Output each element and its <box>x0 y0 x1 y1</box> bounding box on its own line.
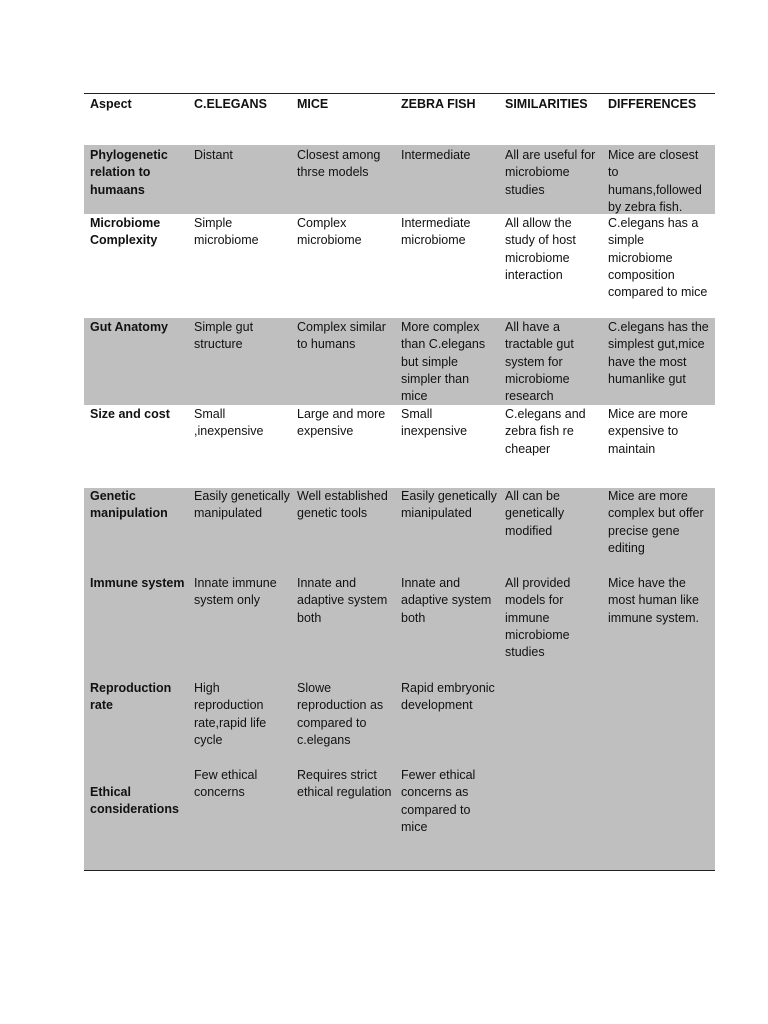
row-similarities: All can be genetically modified <box>505 489 565 538</box>
table-header-row <box>84 94 715 145</box>
row-similarities: All are useful for microbiome studies <box>505 148 596 197</box>
row-aspect: Immune system <box>90 576 185 590</box>
row-differences: C.elegans has a simple microbiome composition compared to mice <box>608 216 708 300</box>
row-differences: Mice are more complex but offer precise gene editing <box>608 489 704 555</box>
table-row <box>84 145 715 214</box>
row-differences: Mice are more expensive to maintain <box>608 407 688 456</box>
row-differences: Mice have the most human like immune system. <box>608 576 700 625</box>
row-similarities: All allow the study of host microbiome interaction <box>505 216 576 282</box>
header-zebra-fish: ZEBRA FISH <box>401 97 476 111</box>
row-celegans: High reproduction rate,rapid life cycle <box>194 681 267 747</box>
row-zebra-fish: Easily genetically mianipulated <box>401 489 497 521</box>
row-mice: Well established genetic tools <box>297 489 388 521</box>
header-aspect: Aspect <box>90 97 132 111</box>
row-celegans: Simple gut structure <box>194 320 254 352</box>
row-aspect: Microbiome Complexity <box>90 216 161 248</box>
row-aspect: Size and cost <box>90 407 170 421</box>
header-differences: DIFFERENCES <box>608 97 697 111</box>
row-celegans: Simple microbiome <box>194 216 259 248</box>
row-zebra-fish: Intermediate <box>401 148 471 162</box>
row-zebra-fish: Innate and adaptive system both <box>401 576 492 625</box>
row-celegans: Few ethical concerns <box>194 768 258 800</box>
row-mice: Closest among thrse models <box>297 148 381 180</box>
row-mice: Requires strict ethical regulation <box>297 768 392 800</box>
row-celegans: Distant <box>194 148 233 162</box>
row-celegans: Innate immune system only <box>194 576 277 608</box>
row-mice: Slowe reproduction as compared to c.elegans <box>297 681 384 747</box>
row-similarities: All provided models for immune microbiome studies <box>505 576 571 660</box>
row-zebra-fish: Small inexpensive <box>401 407 468 439</box>
row-aspect: Ethical considerations <box>90 785 179 817</box>
header-celegans: C.ELEGANS <box>194 97 267 111</box>
row-aspect: Genetic manipulation <box>90 489 168 521</box>
row-mice: Innate and adaptive system both <box>297 576 388 625</box>
table-bottom-rule <box>84 870 715 871</box>
row-zebra-fish: More complex than C.elegans but simple simpler than mice <box>401 320 486 404</box>
row-aspect: Reproduction rate <box>90 681 172 713</box>
row-mice: Complex similar to humans <box>297 320 386 352</box>
row-zebra-fish: Intermediate microbiome <box>401 216 471 248</box>
row-similarities: C.elegans and zebra fish re cheaper <box>505 407 586 456</box>
header-similarities: SIMILARITIES <box>505 97 588 111</box>
row-zebra-fish: Rapid embryonic development <box>401 681 495 713</box>
table-row <box>84 318 715 405</box>
row-zebra-fish: Fewer ethical concerns as compared to mice <box>401 768 476 834</box>
table-row <box>84 488 715 870</box>
row-aspect: Phylogenetic relation to humaans <box>90 148 168 197</box>
row-differences: C.elegans has the simplest gut,mice have the most humanlike gut <box>608 320 709 386</box>
row-aspect: Gut Anatomy <box>90 320 169 334</box>
row-mice: Large and more expensive <box>297 407 386 439</box>
row-similarities: All have a tractable gut system for microbiome research <box>505 320 574 404</box>
header-mice: MICE <box>297 97 329 111</box>
row-celegans: Easily genetically manipulated <box>194 489 290 521</box>
row-differences: Mice are closest to humans,followed by zebra fish. <box>608 148 702 214</box>
table-row <box>84 214 715 318</box>
table-row <box>84 405 715 488</box>
row-mice: Complex microbiome <box>297 216 362 248</box>
row-celegans: Small ,inexpensive <box>194 407 264 439</box>
